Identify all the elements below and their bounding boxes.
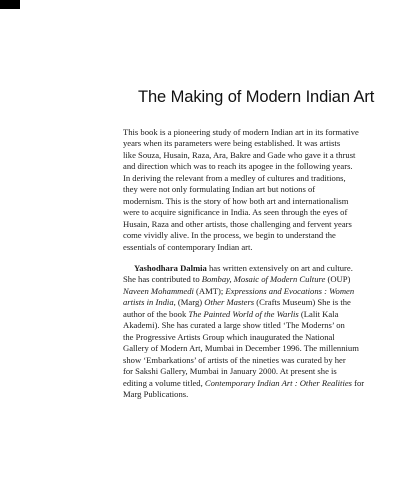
bio-text: She has contributed to [123, 274, 202, 285]
blurb-line: and direction which was to reach its apogee in the following years. [123, 161, 353, 172]
bio-line: show ‘Embarkations’ of artists of the nineties was curated by her [123, 354, 346, 365]
blurb-line: essentials of contemporary Indian art. [123, 241, 253, 252]
bio-text: (AMT); [193, 285, 226, 296]
book-description [123, 127, 398, 253]
work-title: The Painted World of the Warlis [188, 308, 299, 319]
bio-line [123, 378, 398, 389]
book-title: The Making of Modern Indian Art [138, 88, 375, 106]
bio-text: , (Marg) [173, 297, 205, 308]
bio-text: editing a volume titled, [123, 377, 205, 388]
bio-line: the Progressive Artists Group which inaugurated the National [123, 331, 335, 342]
bio-line [123, 274, 398, 285]
bio-line [123, 297, 398, 308]
bio-text: for [352, 377, 365, 388]
work-title: Contemporary Indian Art : Other Realities [204, 377, 352, 388]
bio-text: (OUP) [325, 274, 351, 285]
bio-line [123, 309, 398, 320]
bio-line: Marg Publications. [123, 388, 189, 399]
blurb-line: This book is a pioneering study of modern Indian art in its formative [123, 127, 359, 137]
blurb-line: In deriving the relevant from a medley of cultures and traditions, [123, 172, 346, 183]
blurb-line: modernism. This is the story of how both art and internationalism [123, 195, 349, 206]
bio-text: author of the book [123, 308, 189, 319]
blurb-line: Husain, Raza and other artists, those challenging and fervent years [123, 218, 352, 229]
work-title: Expressions and Evocations : Women [225, 285, 355, 296]
bio-line [123, 286, 398, 297]
blurb-line: come vividly alive. In the process, we begin to understand the [123, 230, 336, 241]
bio-text: has written extensively on art and culture. [206, 263, 353, 273]
work-title: Naveen Mohammedi [123, 285, 194, 296]
bio-line [123, 263, 398, 274]
bio-line: for Sakshi Gallery, Mumbai in January 2000. At present she is [123, 366, 337, 377]
blurb-line: years when its parameters were being established. It was artists [123, 138, 341, 149]
author-name: Yashodhara Dalmia [134, 263, 207, 273]
work-title: Bombay, Mosaic of Modern Culture [201, 274, 326, 285]
blurb-line: like Souza, Husain, Raza, Ara, Bakre and Gade who gave it a thrust [123, 149, 356, 160]
author-bio [123, 263, 398, 400]
blurb-line: were to acquire significance in India. As seen through the eyes of [123, 207, 348, 218]
bio-text: (Crafts Museum) She is the [254, 297, 351, 308]
work-title: artists in India [123, 297, 174, 308]
work-title: Other Masters [204, 297, 255, 308]
bio-text: (Lalit Kala [298, 308, 339, 319]
bio-line: Akademi). She has curated a large show titled ‘The Moderns’ on [123, 320, 345, 331]
blurb-line: they were not only formulating Indian art but notions of [123, 184, 316, 195]
bio-line: Gallery of Modern Art, Mumbai in December 1996. The millennium [123, 343, 359, 354]
corner-mark [0, 0, 20, 9]
